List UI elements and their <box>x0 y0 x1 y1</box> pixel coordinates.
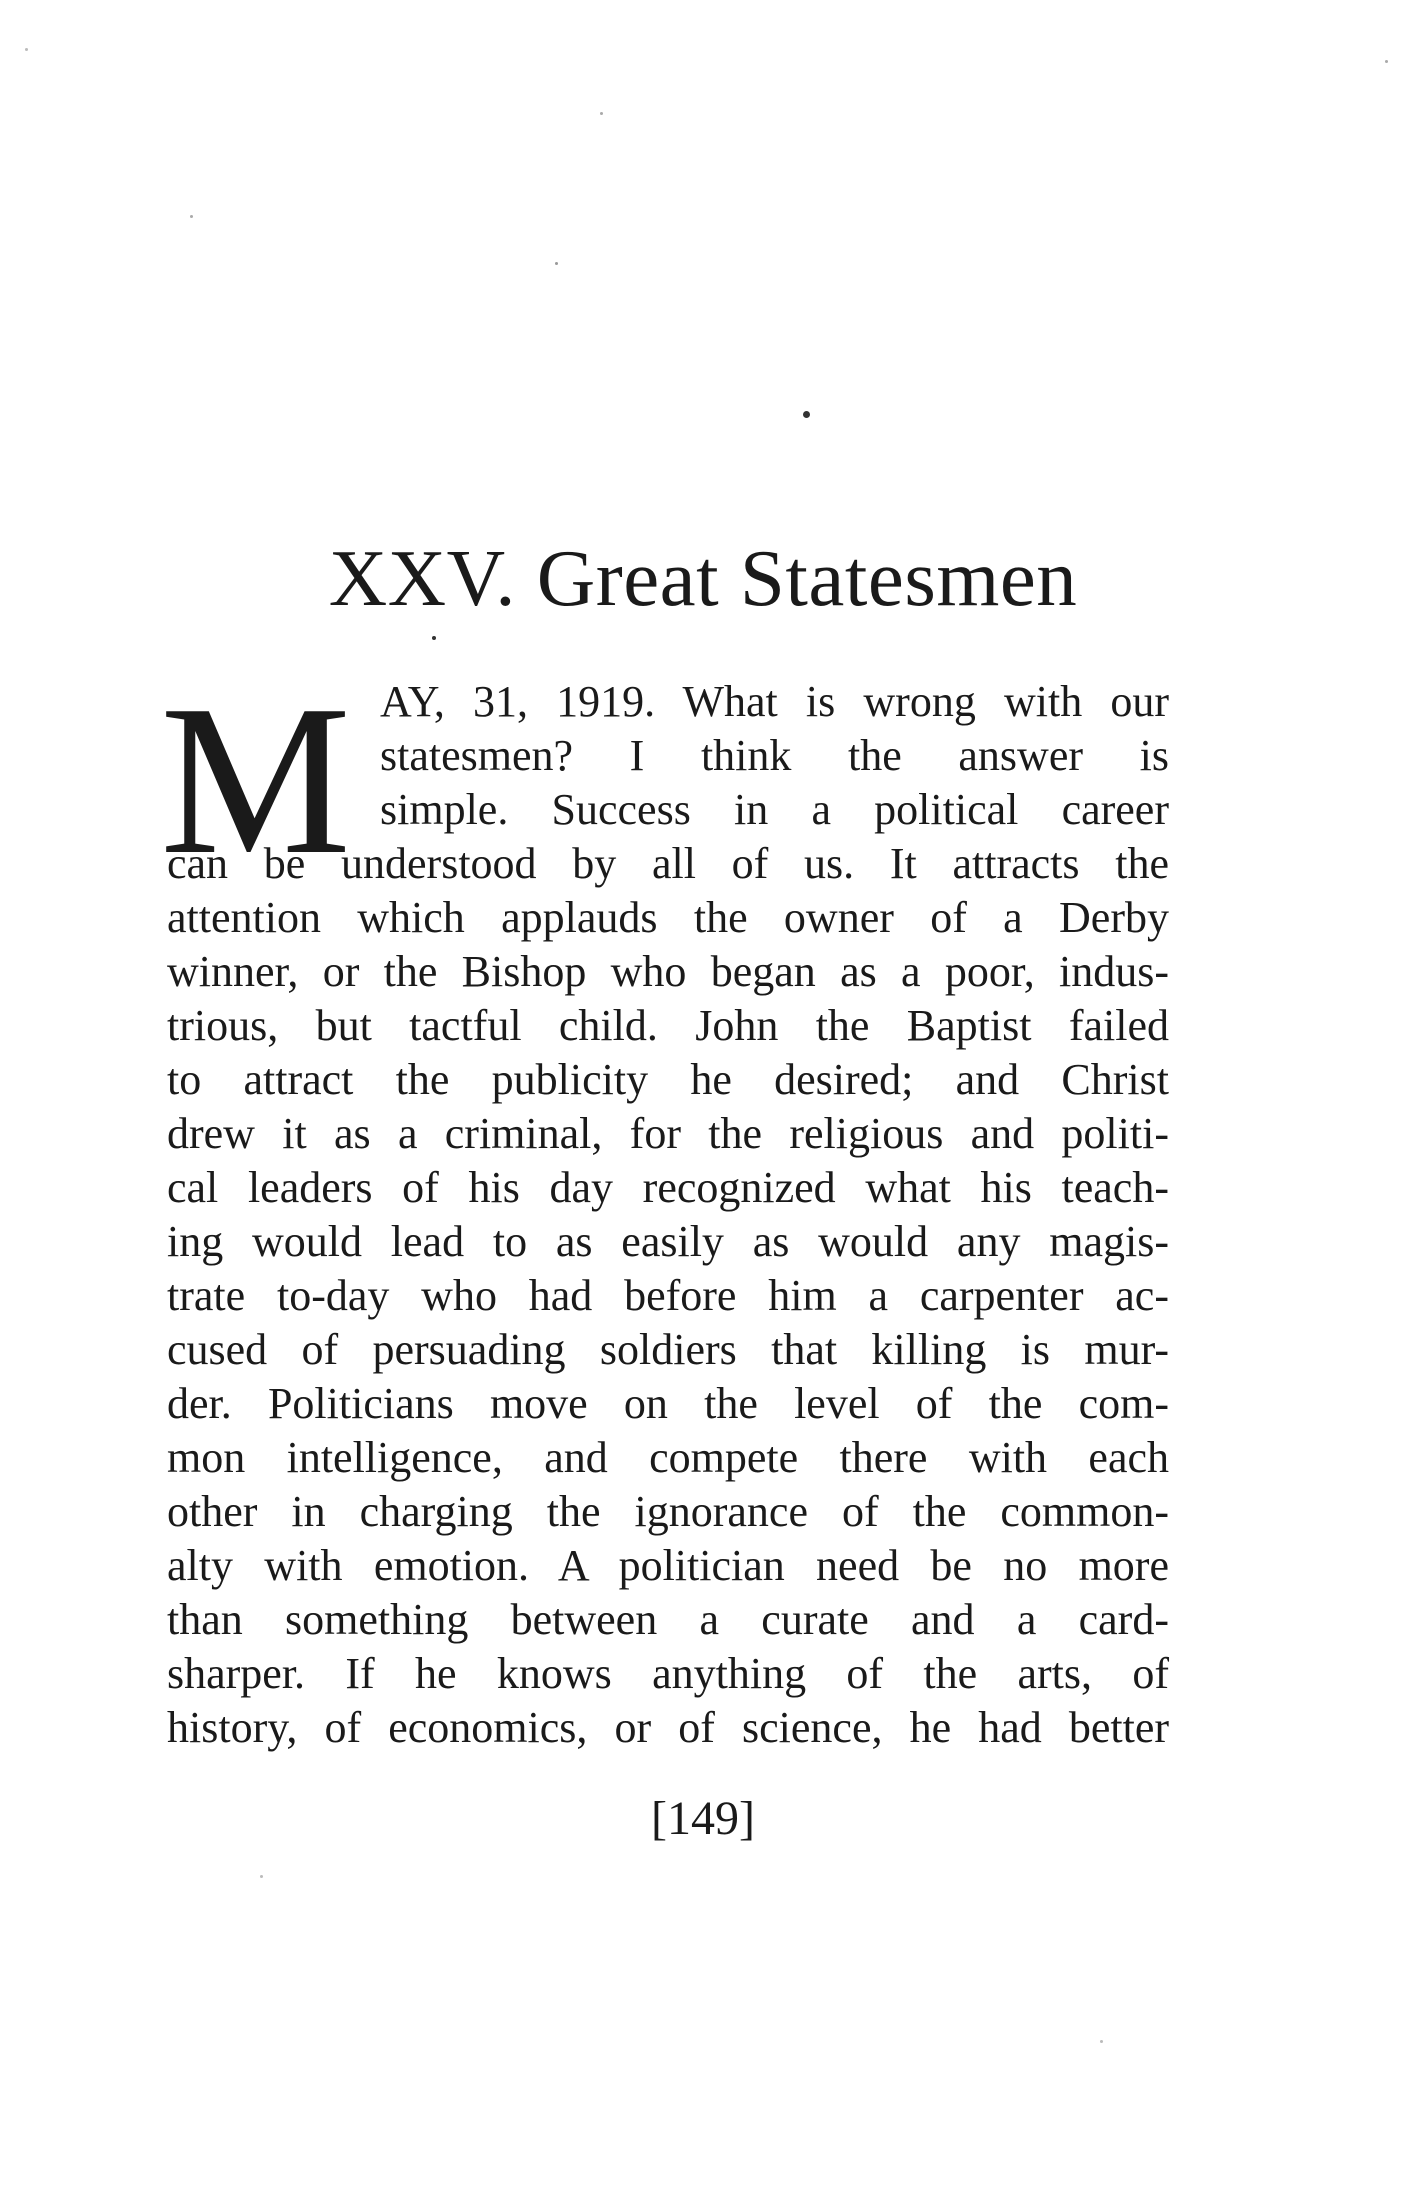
text-line: AY, 31, 1919. What is wrong with our <box>380 677 1169 726</box>
scan-speck <box>260 1875 263 1878</box>
text-line: trate to-day who had before him a carpenter ac- <box>167 1271 1169 1320</box>
text-line: sharper. If he knows anything of the arts, of <box>167 1649 1169 1698</box>
scan-speck <box>1100 2040 1103 2043</box>
text-line: ing would lead to as easily as would any magis- <box>167 1217 1169 1266</box>
text-line: attention which applauds the owner of a Derby <box>167 893 1169 942</box>
text-line: alty with emotion. A politician need be no more <box>167 1541 1169 1590</box>
text-line: winner, or the Bishop who began as a poor, indus- <box>167 947 1169 996</box>
text-line: mon intelligence, and compete there with each <box>167 1433 1169 1482</box>
text-line: drew it as a criminal, for the religious and politi- <box>167 1109 1169 1158</box>
text-line: can be understood by all of us. It attracts the <box>167 839 1169 888</box>
text-line: other in charging the ignorance of the common- <box>167 1487 1169 1536</box>
text-line: simple. Success in a political career <box>380 785 1169 834</box>
text-line: than something between a curate and a card- <box>167 1595 1169 1644</box>
scan-speck <box>803 411 810 418</box>
text-line: der. Politicians move on the level of the com- <box>167 1379 1169 1428</box>
scan-speck <box>600 112 603 115</box>
text-line: trious, but tactful child. John the Baptist failed <box>167 1001 1169 1050</box>
scan-speck <box>190 215 193 218</box>
text-line: statesmen? I think the answer is <box>380 731 1169 780</box>
text-line: cused of persuading soldiers that killing is mur- <box>167 1325 1169 1374</box>
scan-speck <box>555 262 558 265</box>
text-line: cal leaders of his day recognized what his teach- <box>167 1163 1169 1212</box>
drop-cap: M <box>160 660 352 899</box>
scan-speck <box>432 636 436 640</box>
scan-speck <box>1385 60 1388 63</box>
text-line: to attract the publicity he desired; and Christ <box>167 1055 1169 1104</box>
scan-speck <box>25 48 28 51</box>
page-number: [149] <box>651 1792 755 1845</box>
chapter-title: XXV. Great Statesmen <box>328 533 1078 623</box>
text-line: history, of economics, or of science, he had better <box>167 1703 1169 1752</box>
